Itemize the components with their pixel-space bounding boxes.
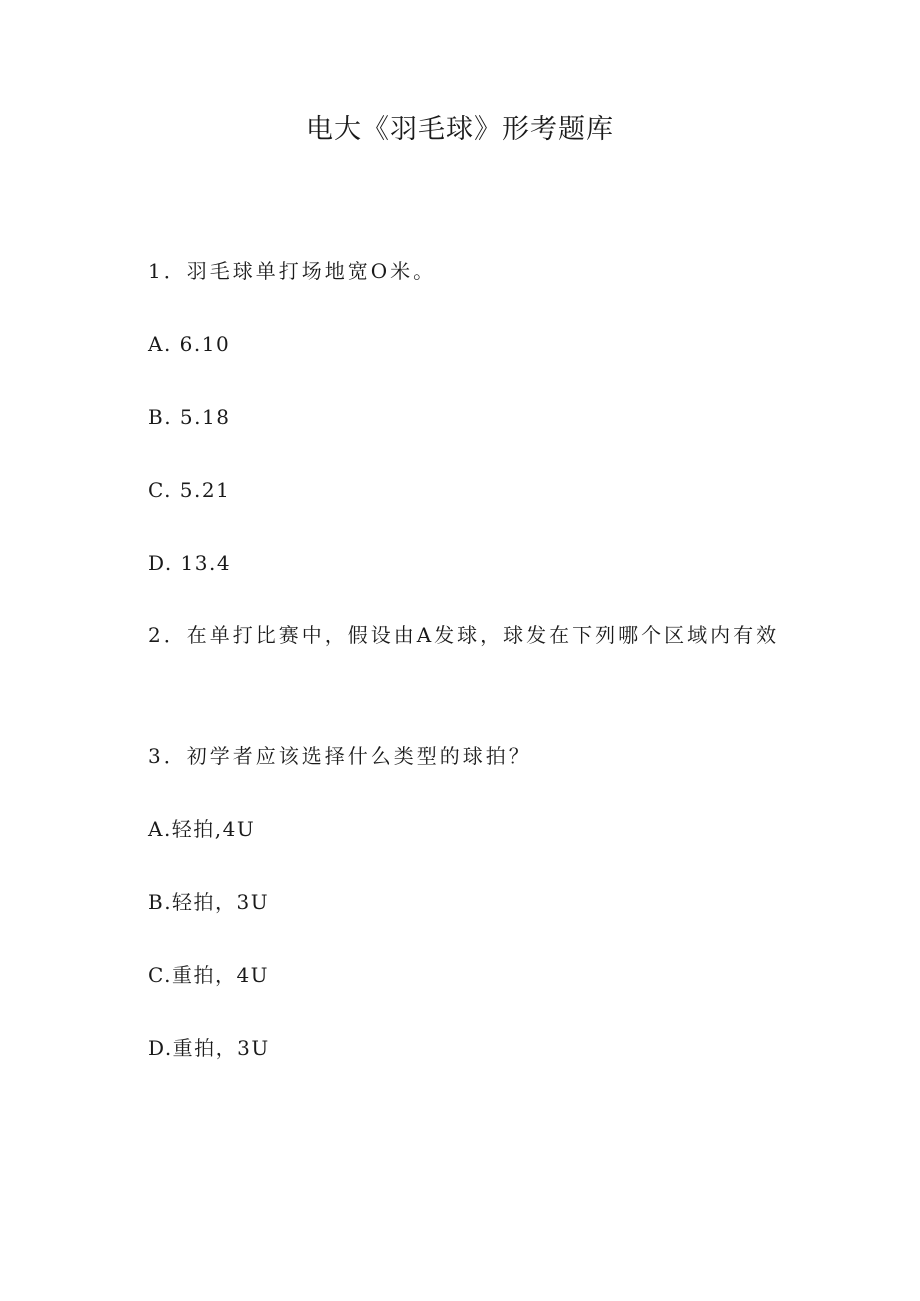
question-3-option-b: B.轻拍，3U <box>148 890 270 914</box>
question-2: 2．在单打比赛中，假设由A发球，球发在下列哪个区域内有效 <box>148 623 780 647</box>
question-3-option-c: C.重拍，4U <box>148 963 270 987</box>
question-1-option-a: A. 6.10 <box>148 332 231 356</box>
question-3-option-a: A.轻拍,4U <box>148 817 256 841</box>
question-3: 3．初学者应该选择什么类型的球拍？ <box>148 744 532 768</box>
question-1: 1．羽毛球单打场地宽O米。 <box>148 259 437 283</box>
question-1-option-d: D. 13.4 <box>148 551 232 575</box>
document-title: 电大《羽毛球》形考题库 <box>306 114 614 145</box>
question-3-option-d: D.重拍，3U <box>148 1036 270 1060</box>
question-1-option-c: C. 5.21 <box>148 478 231 502</box>
question-1-option-b: B. 5.18 <box>148 405 231 429</box>
